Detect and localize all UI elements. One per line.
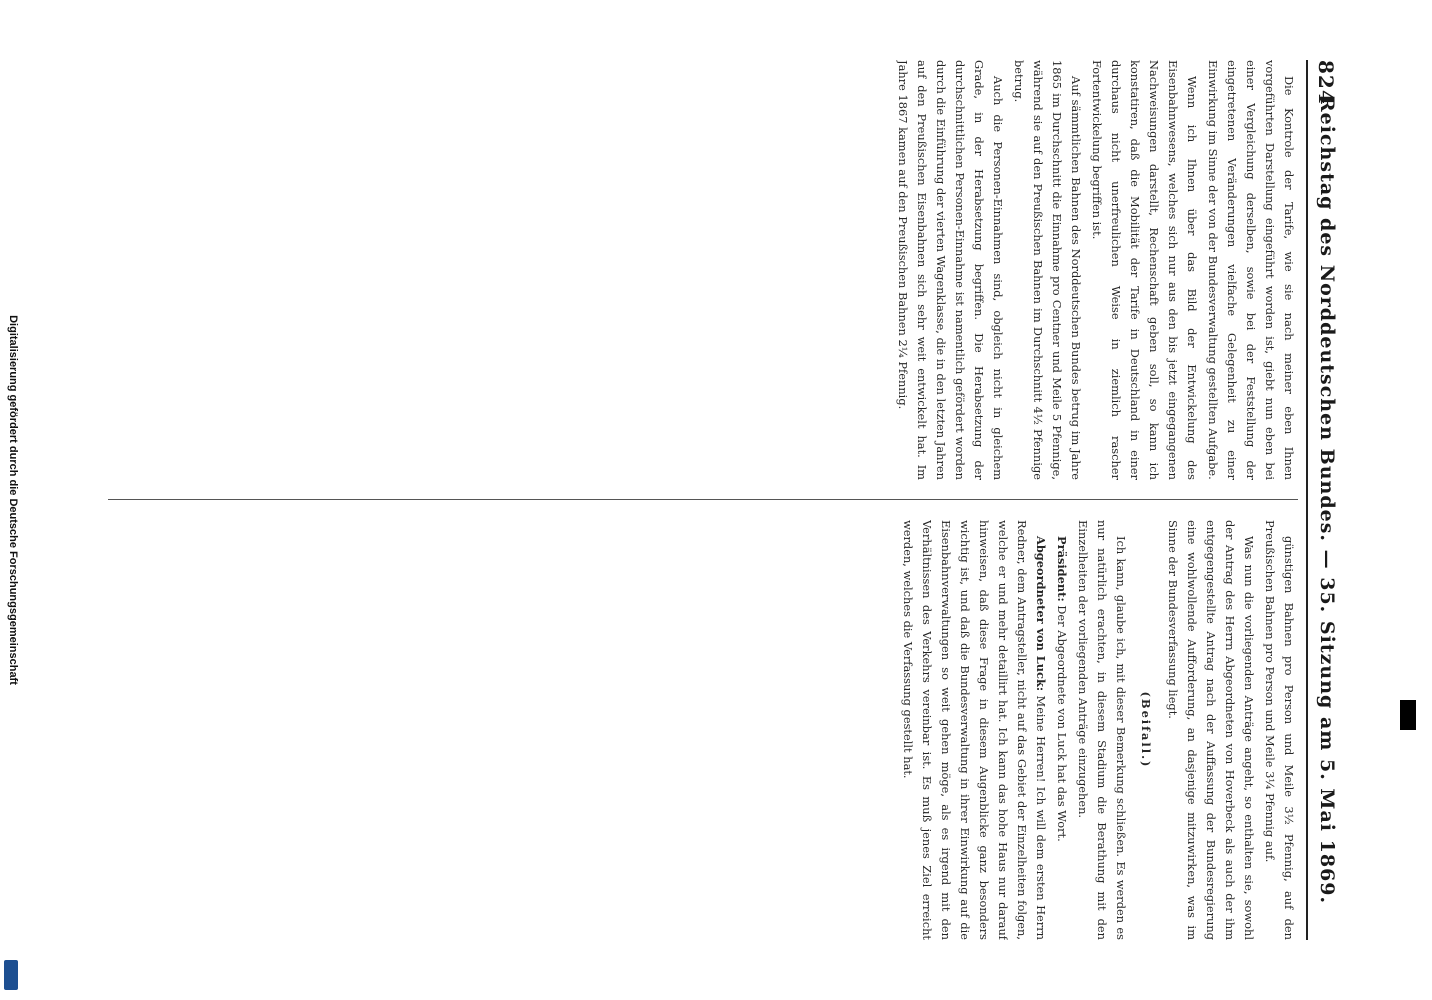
left-column: [108, 60, 1298, 480]
president-text: Der Abgeordnete von Luck hat das Wort.: [1055, 605, 1069, 842]
president-label: Präsident:: [1055, 536, 1069, 602]
page-number: 824: [1314, 60, 1338, 105]
right-paragraph: Was nun die vorliegenden Anträge angeht, so enthalten sie, sowohl der Antrag des Herrn Abgeordneten von Hoverbeck als auch der ihm entgegengestellte Antrag nach der Auffassung der Bundesregierung eine wohlwollende Aufforderung, an dasjenige mitzuwirken, was im Sinne der Bundesverfassung liegt.: [1166, 520, 1256, 940]
page-title: Reichstag des Norddeutschen Bundes. — 35. Sitzung am 5. Mai 1869.: [1316, 95, 1338, 905]
credit-text: Digitalisierung gefördert durch die Deutsche Forschungsgemeinschaft: [7, 315, 19, 685]
left-paragraph: Die Kontrole der Tarife, wie sie nach meiner eben Ihnen vorgeführten Darstellung eingeführt worden ist, giebt nun eben bei einer Vergleichung derselben, sowie bei der Feststellung der eingetretenen Veränderungen vielfache Gelegenheit zu einer Einwirkung im Sinne der von der Bundesverwaltung gestellten Aufgabe.: [1206, 60, 1296, 480]
president-paragraph: [1052, 520, 1071, 940]
column-divider: [108, 499, 1298, 500]
right-paragraph: Ich kann, glaube ich, mit dieser Bemerkung schließen. Es werden es nur natürlich erachten, in diesem Stadium die Berathung mit den Einzelheiten der vorliegenden Anträge einzugehen.: [1076, 520, 1128, 940]
left-paragraph: Auf sämmtlichen Bahnen des Norddeutschen Bundes betrug im Jahre 1865 im Durchschnitt die Einnahme pro Centner und Meile 5 Pfennige, während sie auf den Preußischen Bahnen im Durchschnitt 4½ Pfennige betrug.: [1012, 60, 1083, 480]
right-paragraph: günstigen Bahnen pro Person und Meile 3½ Pfennig, auf den Preußischen Bahnen pro Person und Meile 3¼ Pfennig auf.: [1263, 520, 1296, 940]
applause-note: (Beifall.): [1139, 691, 1153, 769]
left-paragraph: Auch die Personen-Einnahmen sind, obgleich nicht in gleichem Grade, in der Herabsetzung begriffen. Die Herabsetzung der durchschnittlichen Personen-Einnahme ist namentlich gefördert worden durch die Einführung der vierten Wagenklasse, die in den letzten Jahren auf den Preußischen Eisenbahnen sich sehr weit entwickelt hat. Im Jahre 1867 kamen auf den Preußischen Bahnen 2¼ Pfennig.: [896, 60, 1005, 480]
speaker-label: Abgeordneter von Luck:: [1034, 536, 1048, 692]
speech-text: Meine Herren! Ich will dem ersten Herrn Redner, dem Antragsteller, nicht auf das Gebiet der Einzelheiten folgen, welche er und mehr detaillirt hat. Ich kann das hohe Haus nur darauf hinweisen, daß diese Frage in diesem Augenblicke ganz besonders wichtig ist, und daß die Bundesverwaltung in ihrer Einwirkung auf die Eisenbahnverwaltungen so weit gehen möge, als es irgend mit den Verhältnissen des Verkehrs vereinbar ist. Es muß jenes Ziel erreicht werden, welches die Verfassung gestellt hat.: [901, 520, 1048, 940]
right-column: [108, 520, 1298, 940]
speech-paragraph: [898, 520, 1050, 940]
page-header: [1306, 60, 1342, 940]
left-paragraph: Wenn ich Ihnen über das Bild der Entwickelung des Eisenbahnwesens, welches sich nur aus den bis jetzt eingegangenen Nachweisungen darstellt, Rechenschaft geben soll, so kann ich konstatiren, daß die Mobilität der Tarife in Deutschland in einer durchaus nicht unerfreulichen Weise in ziemlich rascher Fortentwickelung begriffen ist.: [1090, 60, 1199, 480]
